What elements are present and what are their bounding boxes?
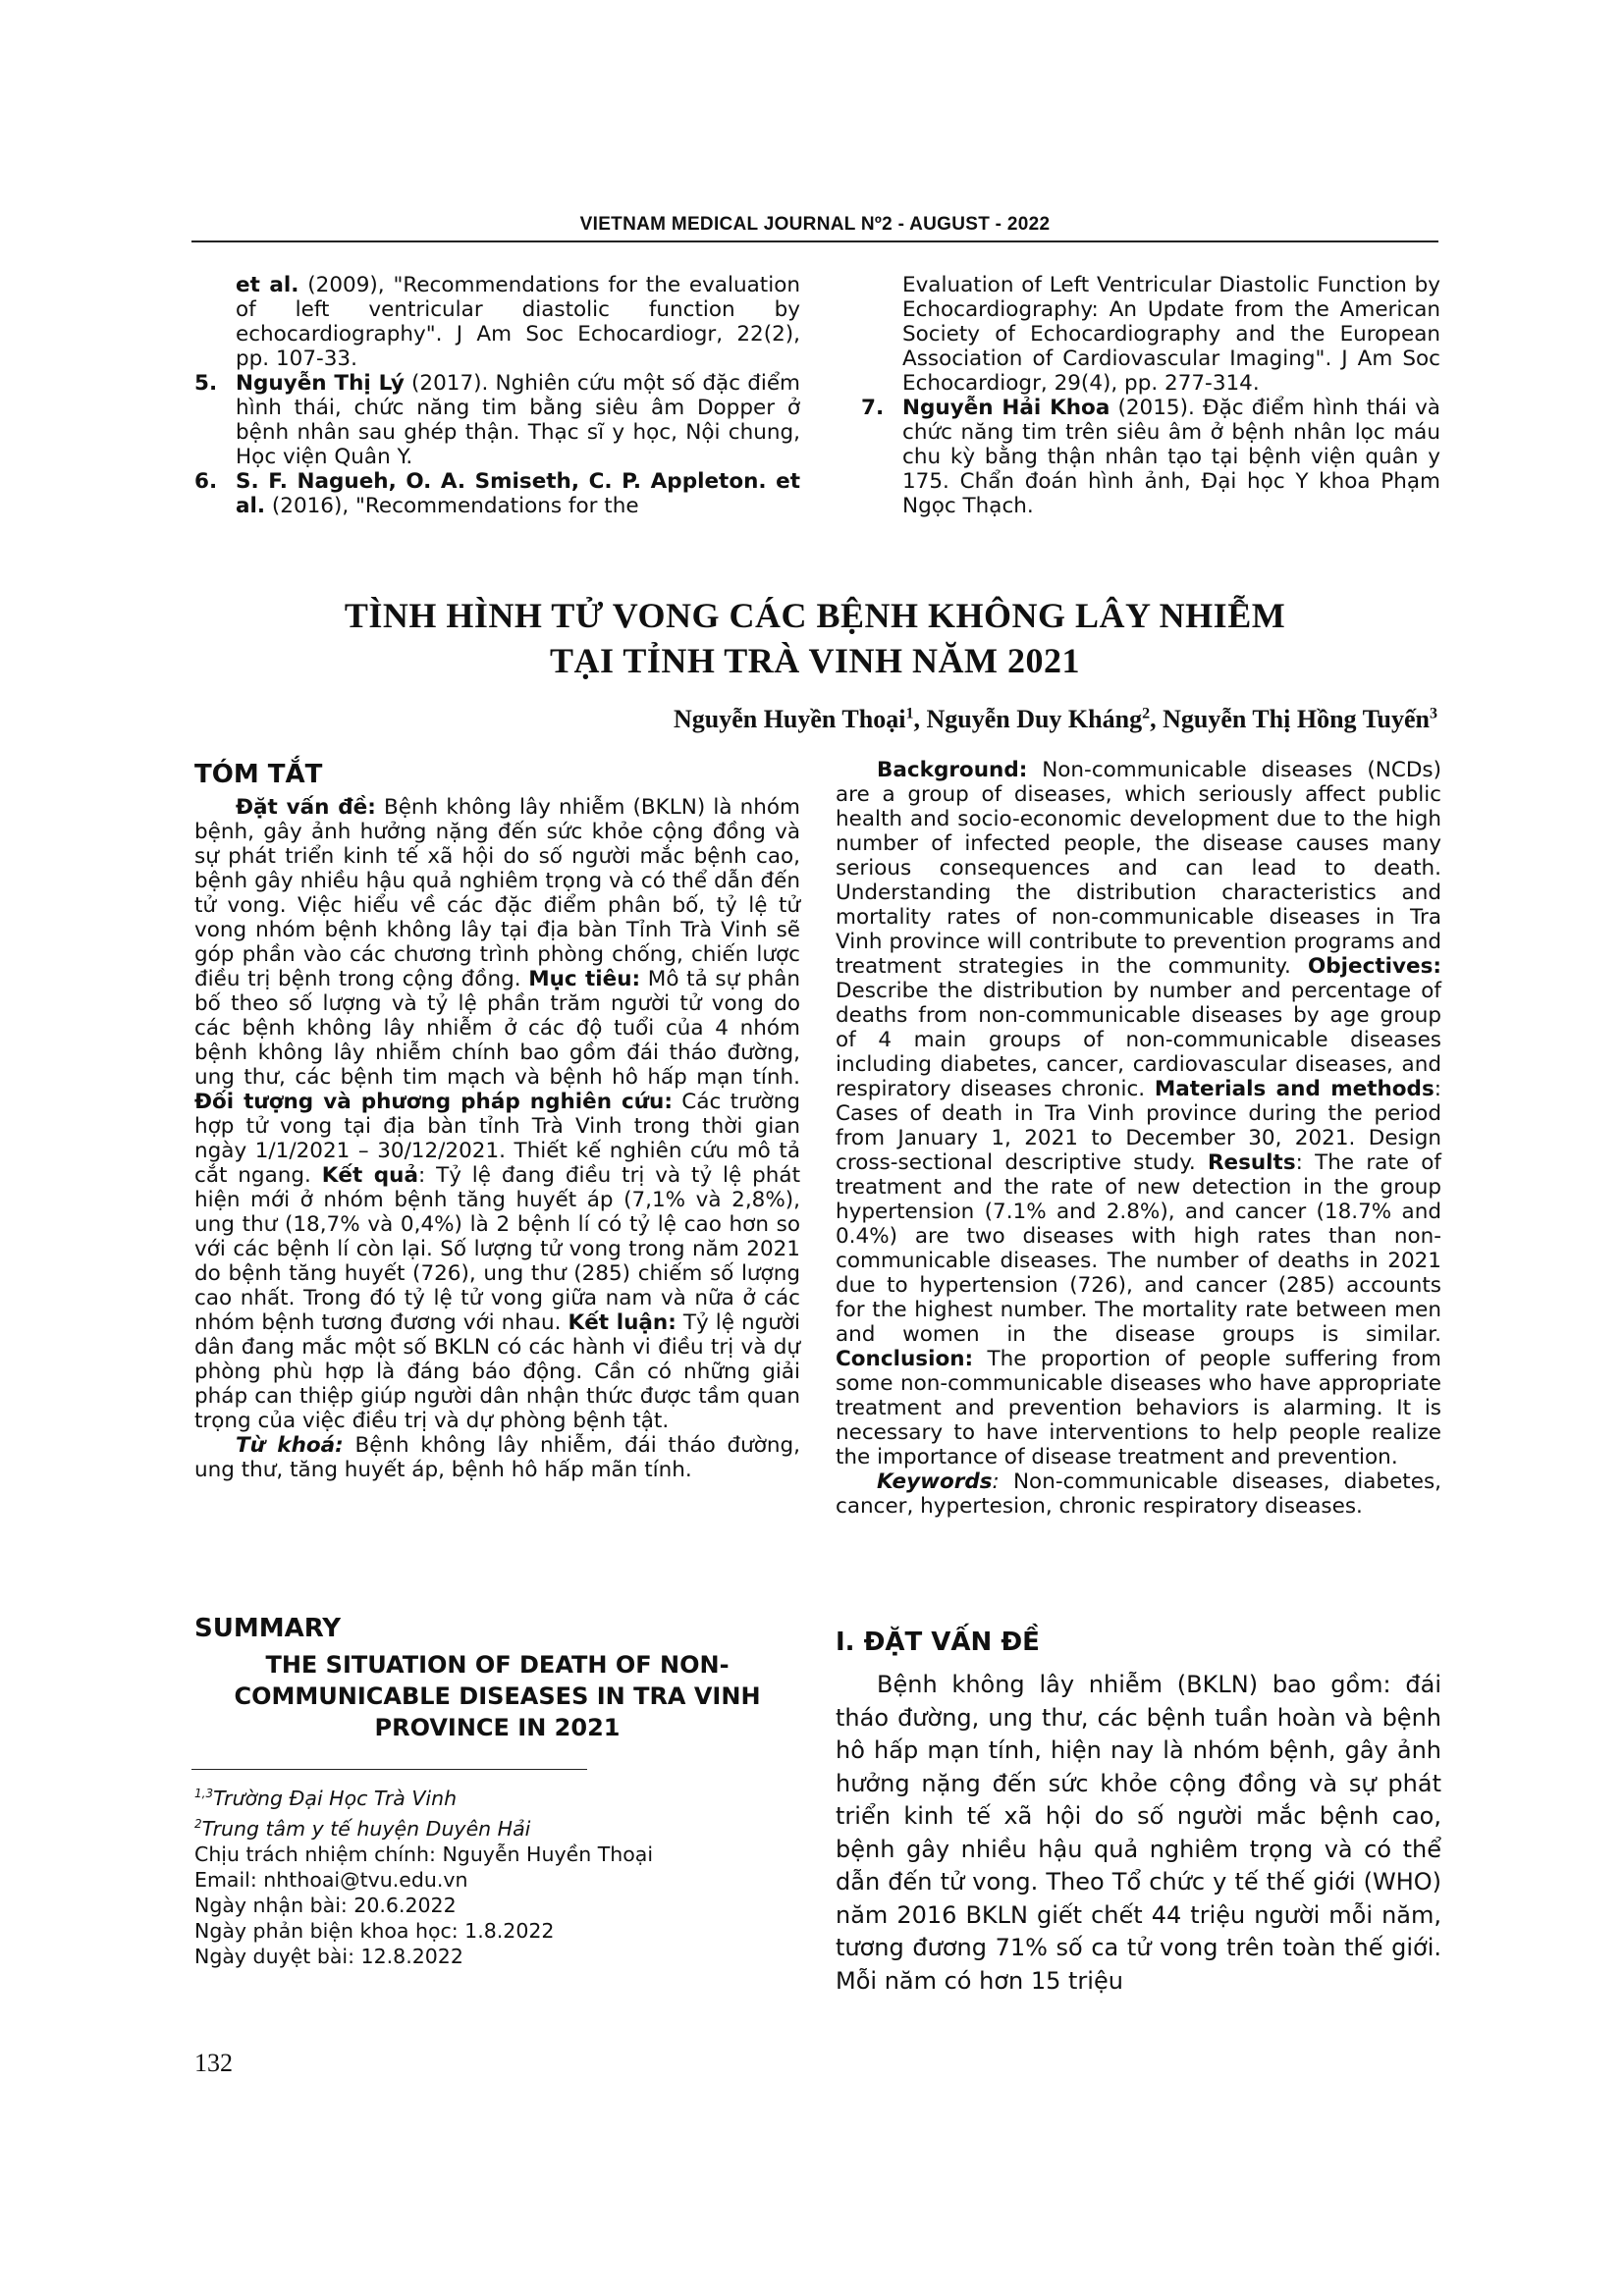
summary-title <box>194 1649 800 1743</box>
reference-continuation <box>194 273 800 371</box>
abstract-text-background: Non-communicable diseases (NCDs) are a group of diseases, which seriously affect public health and socio-economic development due to the high number of infected people, the disease causes many serious consequences and can lead to death. Understanding the distribution characteristics and mortality rates of non-communicable diseases in Tra Vinh province will contribute to prevention programs and treatment strategies in the community. <box>836 758 1441 979</box>
summary-title-line: PROVINCE IN 2021 <box>374 1714 621 1741</box>
section-1-body <box>836 1669 1441 1998</box>
reference-continuation: Evaluation of Left Ventricular Diastolic Function by Echocardiography: An Update from the American Society of Echocardiography and the European Association of Cardiovascular Imaging". J Am Soc Echocardiogr, 29(4), pp. 277-314. <box>902 273 1440 396</box>
references-left <box>194 273 800 518</box>
footnote-affiliation-2 <box>194 1811 653 1842</box>
reference-author: Nguyễn Hải Khoa <box>902 396 1110 420</box>
summary-title-line: COMMUNICABLE DISEASES IN TRA VINH <box>234 1682 761 1710</box>
footnote-sup: 1,3 <box>194 1787 214 1800</box>
keywords-label: Từ khoá: <box>236 1433 344 1458</box>
footnote-rule <box>191 1769 587 1770</box>
tomtat-label-results: Kết quả <box>321 1163 418 1188</box>
keywords-label: Keywords <box>877 1469 993 1494</box>
abstract-text-methods: : Cases of death in Tra Vinh province during the period from January 1, 2021 to December 30, 2021. Design cross-sectional descriptive study. <box>836 1077 1441 1175</box>
author-1: Nguyễn Huyền Thoại <box>673 705 906 733</box>
abstract-text-results: : The rate of treatment and the rate of new detection in the group hypertension (7.1% and 2.8%), and cancer (18.7% and 0.4%) are two diseases with high rates than non-communicable diseases. The number of deaths in 2021 due to hypertension (726), and cancer (285) accounts for the highest number. The mortality rate between men and women in the disease groups is similar. <box>836 1150 1441 1347</box>
reference-7 <box>861 396 1440 518</box>
reference-text: (2016), "Recommendations for the <box>265 494 639 518</box>
reference-text: (2017). Nghiên cứu một số đặc điểm hình thái, chức năng tim bằng siêu âm Dopper ở bệnh nhân sau ghép thận. Thạc sĩ y học, Nội chung, Học viện Quân Y. <box>236 371 800 469</box>
author-2: Nguyễn Duy Kháng <box>926 705 1143 733</box>
abstract-label-results: Results <box>1207 1150 1296 1175</box>
summary-title-line: THE SITUATION OF DEATH OF NON- <box>265 1651 730 1679</box>
tomtat-text-methods: Các trường hợp tử vong tại địa bàn tỉnh Trà Vinh trong thời gian ngày 1/1/2021 – 30/12/2021. Thiết kế nghiên cứu mô tả cắt ngang. <box>194 1090 800 1188</box>
reference-author: S. F. Nagueh, O. A. Smiseth, C. P. Appleton. et al. <box>236 469 800 518</box>
tomtat-label-conclusion: Kết luận: <box>568 1310 677 1335</box>
reference-number: 7. <box>861 396 885 420</box>
footnote-email: Email: nhthoai@tvu.edu.vn <box>194 1867 468 1892</box>
reference-text: (2015). Đặc điểm hình thái và chức năng tim trên siêu âm ở bệnh nhân lọc máu chu kỳ bằng thận nhân tạo tại bệnh viện quân y 175. Chẩn đoán hình ảnh, Đại học Y khoa Phạm Ngọc Thạch. <box>902 396 1440 518</box>
summary-heading: SUMMARY <box>194 1614 342 1643</box>
tomtat-text-background: Bệnh không lây nhiễm (BKLN) là nhóm bệnh, gây ảnh hưởng nặng đến sức khỏe cộng đồng và sự phát triển kinh tế xã hội do số người mắc bệnh cao, bệnh gây nhiều hậu quả nghiêm trọng và có thể dẫn đến tử vong. Việc hiểu về các đặc điểm phân bố, tỷ lệ tử vong nhóm bệnh không lây tại địa bàn Tỉnh Trà Vinh sẽ góp phần vào các chương trình phòng chống, chiến lược điều trị bệnh trong cộng đồng. <box>194 795 801 991</box>
references-right <box>861 273 1440 518</box>
tomtat-body <box>194 795 800 1482</box>
tomtat-text-results: : Tỷ lệ đang điều trị và tỷ lệ phát hiện mới ở nhóm bệnh tăng huyết áp (7,1% và 2,8%), ung thư (18,7% và 0,4%) là 2 bệnh lí có tỷ lệ cao hơn so với các bệnh lí còn lại. Số lượng tử vong trong năm 2021 do bệnh tăng huyết (726), ung thư (285) chiếm số lượng cao nhất. Trong đó tỷ lệ tử vong giữa nam và nữa ở các nhóm bệnh tương đương với nhau. <box>194 1163 800 1335</box>
keywords-colon: : <box>992 1469 1000 1494</box>
journal-header: VIETNAM MEDICAL JOURNAL Nº2 - AUGUST - 2022 <box>579 214 1051 235</box>
abstract-text-objectives: Describe the distribution by number and percentage of deaths from non-communicable diseases by age group of 4 main groups of non-communicable diseases including diabetes, cancer, cardiovascular diseases, and respiratory diseases chronic. <box>836 979 1441 1101</box>
abstract-label-conclusion: Conclusion: <box>836 1347 974 1371</box>
abstract-label-background: Background: <box>877 758 1028 782</box>
reference-author: et al. <box>236 273 299 297</box>
tomtat-label-methods: Đối tượng và phương pháp nghiên cứu: <box>194 1090 673 1114</box>
tomtat-text-objectives: Mô tả sự phân bố theo số lượng và tỷ lệ phần trăm người tử vong do các bệnh không lây nhiễm ở các độ tuổi của 4 nhóm bệnh không lây nhiễm chính bao gồm đái tháo đường, ung thư, các bệnh tim mạch và bệnh hô hấp mạn tính. <box>194 967 800 1090</box>
footnote-reviewed: Ngày phản biện khoa học: 1.8.2022 <box>194 1918 555 1943</box>
authors <box>674 705 1437 734</box>
abstract-keywords <box>836 1469 1441 1519</box>
author-separator: , <box>1150 705 1164 733</box>
title-line-2: TẠI TỈNH TRÀ VINH NĂM 2021 <box>549 641 1081 680</box>
author-separator: , <box>913 705 927 733</box>
title-line-1: TÌNH HÌNH TỬ VONG CÁC BỆNH KHÔNG LÂY NHIỄM <box>344 596 1286 635</box>
tomtat-heading: TÓM TẮT <box>194 760 323 789</box>
keywords-text: Non-communicable diseases, diabetes, cancer, hypertesion, chronic respiratory diseases. <box>836 1469 1441 1519</box>
abstract-english <box>836 758 1441 1519</box>
footnotes <box>194 1781 653 1969</box>
footnote-sup: 2 <box>194 1816 202 1831</box>
reference-author: Nguyễn Thị Lý <box>236 371 405 396</box>
section-1-heading: I. ĐẶT VẤN ĐỀ <box>836 1628 1040 1657</box>
reference-number: 5. <box>194 371 218 396</box>
keywords-text: Bệnh không lây nhiễm, đái tháo đường, ung thư, tăng huyết áp, bệnh hô hấp mãn tính. <box>194 1433 800 1482</box>
author-2-affiliation: 2 <box>1142 705 1151 722</box>
reference-text: (2009), "Recommendations for the evaluation of left ventricular diastolic function by echocardiography". J Am Soc Echocardiogr, 22(2), pp. 107-33. <box>236 273 800 371</box>
footnote-accepted: Ngày duyệt bài: 12.8.2022 <box>194 1944 463 1968</box>
abstract-label-objectives: Objectives: <box>1307 954 1441 979</box>
header-rule <box>191 240 1438 242</box>
page-number: 132 <box>194 2049 233 2077</box>
tomtat-label-objectives: Mục tiêu: <box>528 967 641 991</box>
tomtat-paragraph <box>194 795 800 1433</box>
reference-number: 6. <box>194 469 218 494</box>
footnote-affiliation-1 <box>194 1781 653 1811</box>
author-3-affiliation: 3 <box>1430 705 1437 722</box>
reference-5 <box>194 371 800 469</box>
abstract-paragraph <box>836 758 1441 1469</box>
tomtat-keywords <box>194 1433 800 1482</box>
footnote-text: Trung tâm y tế huyện Duyên Hải <box>201 1816 531 1841</box>
reference-6 <box>194 469 800 518</box>
tomtat-label-background: Đặt vấn đề: <box>236 795 376 820</box>
footnote-corresponding: Chịu trách nhiệm chính: Nguyễn Huyền Thoại <box>194 1842 654 1866</box>
author-3: Nguyễn Thị Hồng Tuyến <box>1163 705 1430 733</box>
abstract-text-conclusion: The proportion of people suffering from some non-communicable diseases who have appropriate treatment and prevention behaviors is alarming. It is necessary to have interventions to help people realize the importance of disease treatment and prevention. <box>836 1347 1441 1469</box>
section-1-paragraph: Bệnh không lây nhiễm (BKLN) bao gồm: đái tháo đường, ung thư, các bệnh tuần hoàn và bệnh hô hấp mạn tính, hiện nay là nhóm bệnh, gây ảnh hưởng nặng đến sức khỏe cộng đồng và sự phát triển kinh tế xã hội do số người mắc bệnh cao, bệnh gây nhiều hậu quả nghiêm trọng và có thể dẫn đến tử vong. Theo Tổ chức y tế thế giới (WHO) năm 2016 BKLN giết chết 44 triệu người mỗi năm, tương đương 71% số ca tử vong trên toàn thế giới. Mỗi năm có hơn 15 triệu <box>836 1671 1441 1995</box>
tomtat-text-conclusion: Tỷ lệ người dân đang mắc một số BKLN có các hành vi điều trị và dự phòng phù hợp là đáng báo động. Cần có những giải pháp can thiệp giúp người dân nhận thức được tầm quan trọng của việc điều trị và dự phòng bệnh tật. <box>194 1310 800 1433</box>
author-1-affiliation: 1 <box>905 705 914 722</box>
footnote-text: Trường Đại Học Trà Vinh <box>213 1786 458 1810</box>
footnote-received: Ngày nhận bài: 20.6.2022 <box>194 1893 457 1917</box>
abstract-label-methods: Materials and methods <box>1154 1077 1435 1101</box>
article-title <box>191 593 1438 683</box>
